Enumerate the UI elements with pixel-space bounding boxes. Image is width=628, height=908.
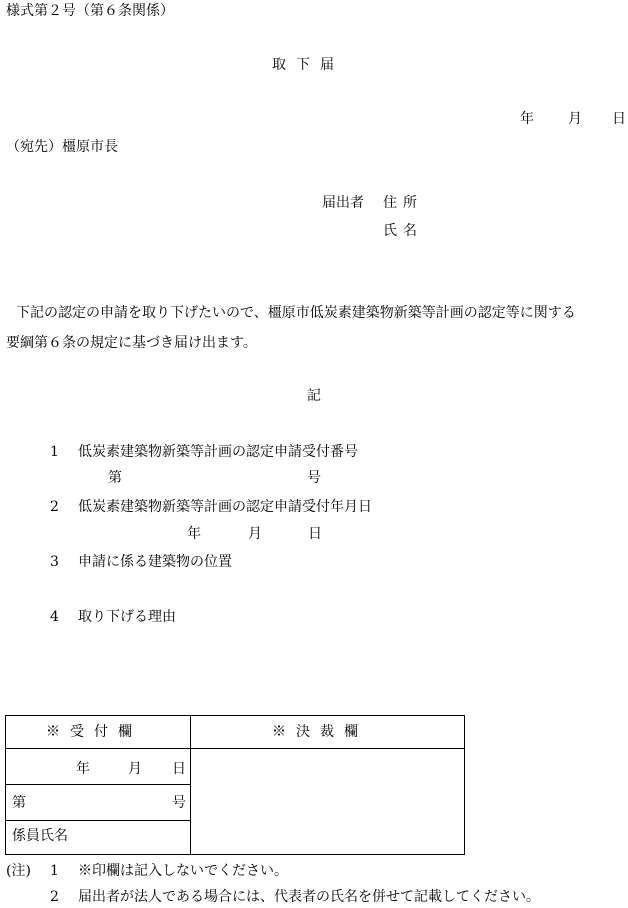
- decision-column-header: ※決裁欄: [272, 724, 368, 740]
- date-year-label: 年: [520, 111, 534, 127]
- ki-heading: 記: [307, 388, 321, 404]
- clerk-name-label: 係員氏名: [12, 828, 68, 844]
- item-number: 3: [50, 554, 59, 570]
- office-use-table: [5, 715, 465, 855]
- receipt-month-label: 月: [128, 761, 142, 777]
- addressee: （宛先）橿原市長: [6, 139, 118, 155]
- body-text-line-2: 要綱第６条の規定に基づき届け出ます。: [6, 335, 257, 351]
- receipt-go-label: 号: [172, 795, 186, 811]
- date-day-label: 日: [612, 111, 626, 127]
- item-dai-label: 第: [108, 470, 122, 486]
- table-divider-horizontal: [6, 820, 190, 821]
- document-title: 取下届: [272, 57, 344, 73]
- item-year-label: 年: [187, 526, 201, 542]
- item-month-label: 月: [248, 526, 262, 542]
- item-day-label: 日: [308, 526, 322, 542]
- receipt-day-label: 日: [172, 761, 186, 777]
- item-number: 2: [50, 499, 59, 515]
- applicant-address-label: 住所: [383, 195, 423, 211]
- item-number: 1: [50, 444, 59, 460]
- receipt-column-header: ※受付欄: [46, 724, 142, 740]
- item-number: 4: [50, 609, 59, 625]
- note-text: 届出者が法人である場合には、代表者の氏名を併せて記載してください。: [78, 889, 540, 905]
- receipt-dai-label: 第: [12, 795, 26, 811]
- item-text: 申請に係る建築物の位置: [78, 554, 232, 570]
- note-text: ※印欄は記入しないでください。: [78, 863, 288, 879]
- body-text-line-1: 下記の認定の申請を取り下げたいので、橿原市低炭素建築物新築等計画の認定等に関する: [16, 305, 576, 321]
- item-text: 低炭素建築物新築等計画の認定申請受付番号: [78, 444, 358, 460]
- item-text: 低炭素建築物新築等計画の認定申請受付年月日: [78, 499, 372, 515]
- form-number-label: 様式第２号（第６条関係）: [6, 3, 174, 19]
- date-month-label: 月: [568, 111, 582, 127]
- table-divider-vertical: [190, 716, 191, 854]
- table-divider-horizontal: [6, 748, 464, 749]
- receipt-year-label: 年: [76, 761, 90, 777]
- notes-label: (注): [6, 863, 31, 879]
- note-number: 1: [50, 863, 59, 879]
- applicant-name-label: 氏名: [383, 223, 423, 239]
- applicant-label: 届出者: [322, 195, 364, 211]
- note-number: 2: [50, 889, 59, 905]
- item-go-label: 号: [307, 470, 321, 486]
- table-divider-horizontal: [6, 784, 190, 785]
- item-text: 取り下げる理由: [78, 609, 176, 625]
